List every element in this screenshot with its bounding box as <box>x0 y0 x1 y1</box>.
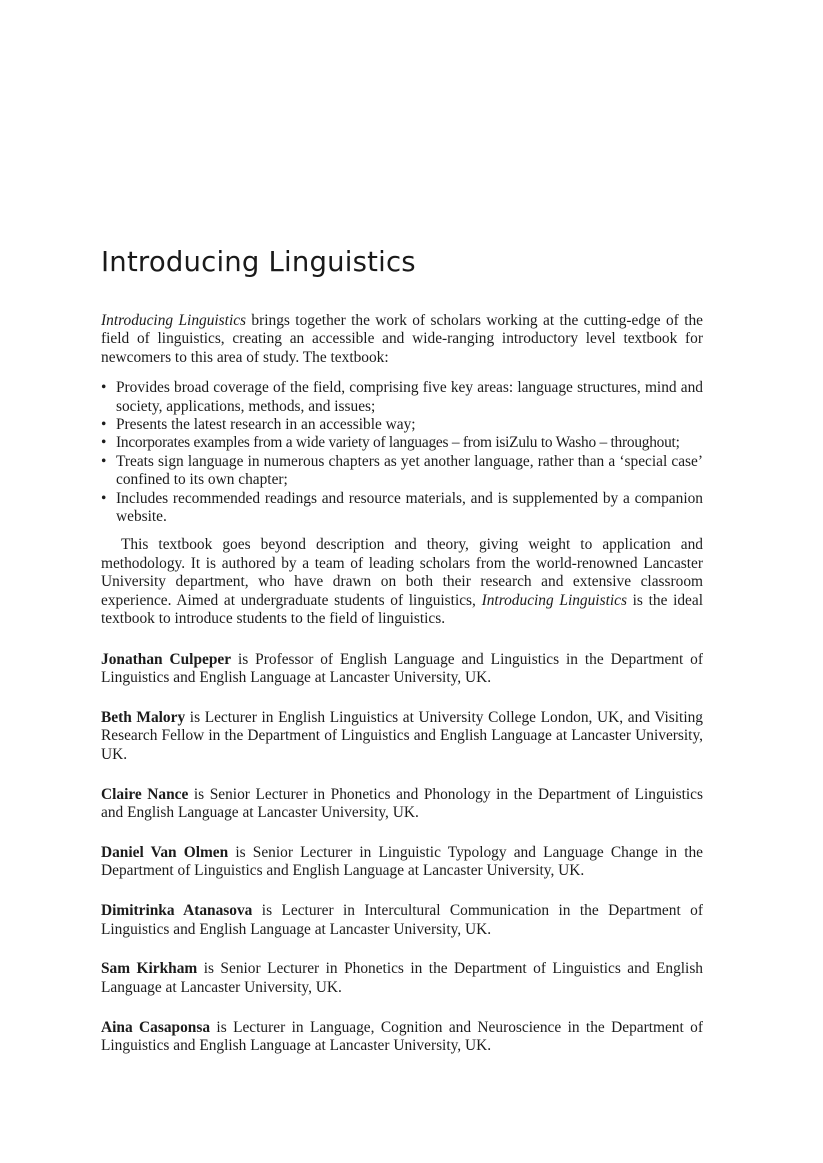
list-item <box>101 434 703 452</box>
intro-text: brings together the work of scholars working at the cutting-edge of the field of linguistics, creating an accessible and wide-ranging introductory level textbook for newcomers to this area of study. The textbook: <box>101 312 703 366</box>
para2-text-before: This textbook goes beyond description and theory, giving weight to application and methodology. It is authored by a team of leading scholars from the world-renowned Lancaster University department, who have drawn on both their research and extensive classroom experience. Aimed at undergraduate students of linguistics, <box>101 536 703 609</box>
feature-text: Provides broad coverage of the field, comprising five key areas: language structures, mind and society, applications, methods, and issues; <box>116 379 703 415</box>
author-name: Aina Casaponsa <box>101 1018 211 1036</box>
bullet-icon: • <box>101 489 107 507</box>
author-bio-text: is Professor of English Language and Linguistics in the Department of Linguistics and English Language at Lancaster University, UK. <box>101 650 703 686</box>
bullet-icon: • <box>101 452 107 470</box>
author-bio-text: is Lecturer in Intercultural Communication in the Department of Linguistics and English Language at Lancaster University, UK. <box>101 902 703 938</box>
bullet-icon: • <box>101 416 107 434</box>
intro-book-title: Introducing Linguistics <box>101 312 247 329</box>
author-bio <box>101 960 703 997</box>
author-bio-text: is Lecturer in Language, Cognition and Neuroscience in the Department of Linguistics and English Language at Lancaster University, UK. <box>101 1018 703 1055</box>
feature-list <box>101 379 703 526</box>
feature-text: Includes recommended readings and resource materials, and is supplemented by a companion website. <box>116 489 703 526</box>
list-item <box>101 379 703 416</box>
author-bio <box>101 902 703 939</box>
author-bio <box>101 844 703 881</box>
feature-text: Treats sign language in numerous chapters as yet another language, rather than a ‘special case’ confined to its own chapter; <box>116 452 703 489</box>
author-name: Beth Malory <box>101 708 186 726</box>
author-name: Sam Kirkham <box>101 960 198 978</box>
author-bio <box>101 709 703 764</box>
author-name: Claire Nance <box>101 785 189 803</box>
description-paragraph <box>101 536 703 628</box>
bullet-icon: • <box>101 379 107 397</box>
list-item <box>101 453 703 490</box>
bullet-icon: • <box>101 434 107 452</box>
author-bio-text: is Lecturer in English Linguistics at University College London, UK, and Visiting Research Fellow in the Department of Linguistics and English Language at Lancaster University, UK. <box>101 708 704 763</box>
para2-book-title: Introducing Linguistics <box>481 591 627 609</box>
author-name: Jonathan Culpeper <box>101 650 232 668</box>
para2-text-after: is the ideal textbook to introduce students to the field of linguistics. <box>101 591 703 628</box>
author-bio <box>101 1019 703 1056</box>
book-description-page <box>101 244 703 1077</box>
author-bio <box>101 786 703 823</box>
author-bio-text: is Senior Lecturer in Linguistic Typology and Language Change in the Department of Linguistics and English Language at Lancaster University, UK. <box>101 843 703 880</box>
author-name: Dimitrinka Atanasova <box>101 902 253 920</box>
feature-text: Presents the latest research in an accessible way; <box>116 416 416 434</box>
list-item <box>101 490 703 527</box>
page-title: Introducing Linguistics <box>101 246 416 278</box>
author-bio <box>101 651 703 688</box>
author-bio-text: is Senior Lecturer in Phonetics in the Department of Linguistics and English Language at Lancaster University, UK. <box>101 960 703 996</box>
author-list <box>101 651 703 1056</box>
list-item <box>101 416 703 434</box>
feature-text: Incorporates examples from a wide variety of languages – from isiZulu to Washo – throughout; <box>116 434 680 452</box>
author-name: Daniel Van Olmen <box>101 843 229 861</box>
intro-paragraph <box>101 312 703 367</box>
author-bio-text: is Senior Lecturer in Phonetics and Phonology in the Department of Linguistics and English Language at Lancaster University, UK. <box>101 785 703 821</box>
